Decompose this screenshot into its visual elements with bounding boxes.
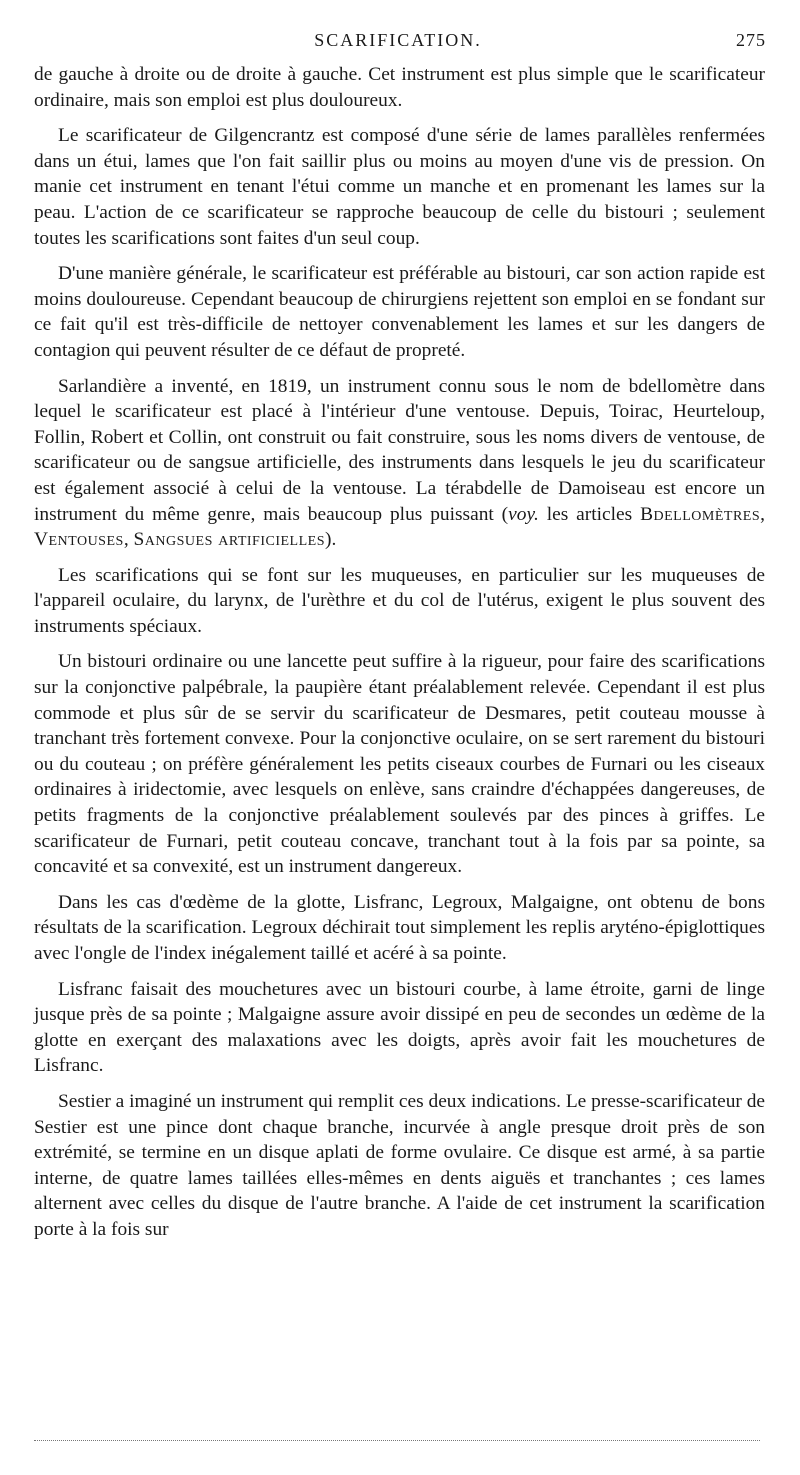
page-number: 275 xyxy=(736,30,766,50)
paragraph-4-mid: les articles xyxy=(538,503,641,525)
running-title: SCARIFICATION. xyxy=(314,30,482,50)
footer-dotted-rule xyxy=(34,1440,760,1441)
paragraph-2: Le scarificateur de Gilgencrantz est composé d'une série de lames parallèles renfermées dans un étui, lames que l'on fait saillir plus ou moins au moyen d'une vis de pression. On manie cet instrument en tenant l'étui comme un manche et en promenant les lames sur la peau. L'action de ce scarificateur se rapproche beaucoup de celle du bistouri ; seulement toutes les scarifications sont faites d'un seul coup. xyxy=(34,125,765,249)
paragraph-7: Dans les cas d'œdème de la glotte, Lisfranc, Legroux, Malgaigne, ont obtenu de bons résultats de la scarification. Legroux déchirait tout simplement les replis aryténo-épiglottiques avec l'ongle de l'index inégalement taillé et acéré à sa pointe. xyxy=(34,891,765,964)
cross-reference-sangsues-artificielles: Sangsues artificielles xyxy=(133,529,325,551)
paragraph-4-text: Sarlandière a inventé, en 1819, un instrument connu sous le nom de bdellomètre dans lequel le scarificateur est placé à l'intérieur d'une ventouse. Depuis, Toirac, Heurteloup, Follin, Robert et Collin, ont construit ou fait construire, sous les noms divers de ventouse, de scarificateur ou de sangsue artificielle, des instruments dans lesquels le jeu du scarificateur est également associé à celui de la ventouse. La térabdelle de Damoiseau est encore un instrument du même genre, mais beaucoup plus puissant ( xyxy=(34,375,765,525)
paragraph-4-end: ). xyxy=(324,529,337,551)
body-text xyxy=(34,62,765,1253)
paragraph-4 xyxy=(34,374,765,553)
paragraph-9: Sestier a imaginé un instrument qui remplit ces deux indications. Le presse-scarificateur de Sestier est une pince dont chaque branche, incurvée à angle presque droit près de son extrémité, se termine en un disque aplati de forme ovulaire. Ce disque est armé, à sa partie interne, de quatre lames taillées elles-mêmes en dents aiguës et tranchantes ; ces lames alternent avec celles du disque de l'autre branche. A l'aide de cet instrument la scarification porte à la fois sur xyxy=(34,1090,765,1240)
cross-reference-bdellometres: Bdellomètres xyxy=(640,503,761,525)
paragraph-6: Un bistouri ordinaire ou une lancette peut suffire à la rigueur, pour faire des scarifications sur la conjonctive palpébrale, la paupière étant préalablement relevée. Cependant il est plus commode et plus sûr de se servir du scarificateur de Desmares, petit couteau mousse à tranchant très fortement convexe. Pour la conjonctive oculaire, on se sert rarement du bistouri ou du couteau ; on préfère généralement les petits ciseaux courbes de Furnari ou les ciseaux ordinaires à iridectomie, avec lesquels on enlève, sans craindre d'échappées dangereuses, de petits fragments de la conjonctive préalablement soulevés par des pinces à griffes. Le scarificateur de Furnari, petit couteau concave, tranchant tout à la fois par sa pointe, sa concavité et sa convexité, est un instrument dangereux. xyxy=(34,651,765,878)
paragraph-8: Lisfranc faisait des mouchetures avec un bistouri courbe, à lame étroite, garni de linge jusque près de sa pointe ; Malgaigne assure avoir dissipé en peu de secondes un œdème de la glotte en exerçant des malaxations avec les doigts, après avoir fait les mouchetures de Lisfranc. xyxy=(34,978,765,1077)
separator: , xyxy=(123,529,134,551)
separator: , xyxy=(760,503,765,525)
cross-reference-ventouses: Ventouses xyxy=(34,529,124,551)
paragraph-5: Les scarifications qui se font sur les muqueuses, en particulier sur les muqueuses de l'appareil oculaire, du larynx, de l'urèthre et du col de l'utérus, exigent le plus souvent des instruments spéciaux. xyxy=(34,564,765,637)
paragraph-3: D'une manière générale, le scarificateur est préférable au bistouri, car son action rapide est moins douloureuse. Cependant beaucoup de chirurgiens rejettent son emploi en se fondant sur ce fait qu'il est très-difficile de nettoyer convenablement les lames et sur les dangers de contagion qui peuvent résulter de ce défaut de propreté. xyxy=(34,263,765,361)
running-header xyxy=(30,30,766,54)
paragraph-1: de gauche à droite ou de droite à gauche. Cet instrument est plus simple que le scarificateur ordinaire, mais son emploi est plus douloureux. xyxy=(34,64,765,111)
voy-abbreviation: voy. xyxy=(508,503,539,525)
